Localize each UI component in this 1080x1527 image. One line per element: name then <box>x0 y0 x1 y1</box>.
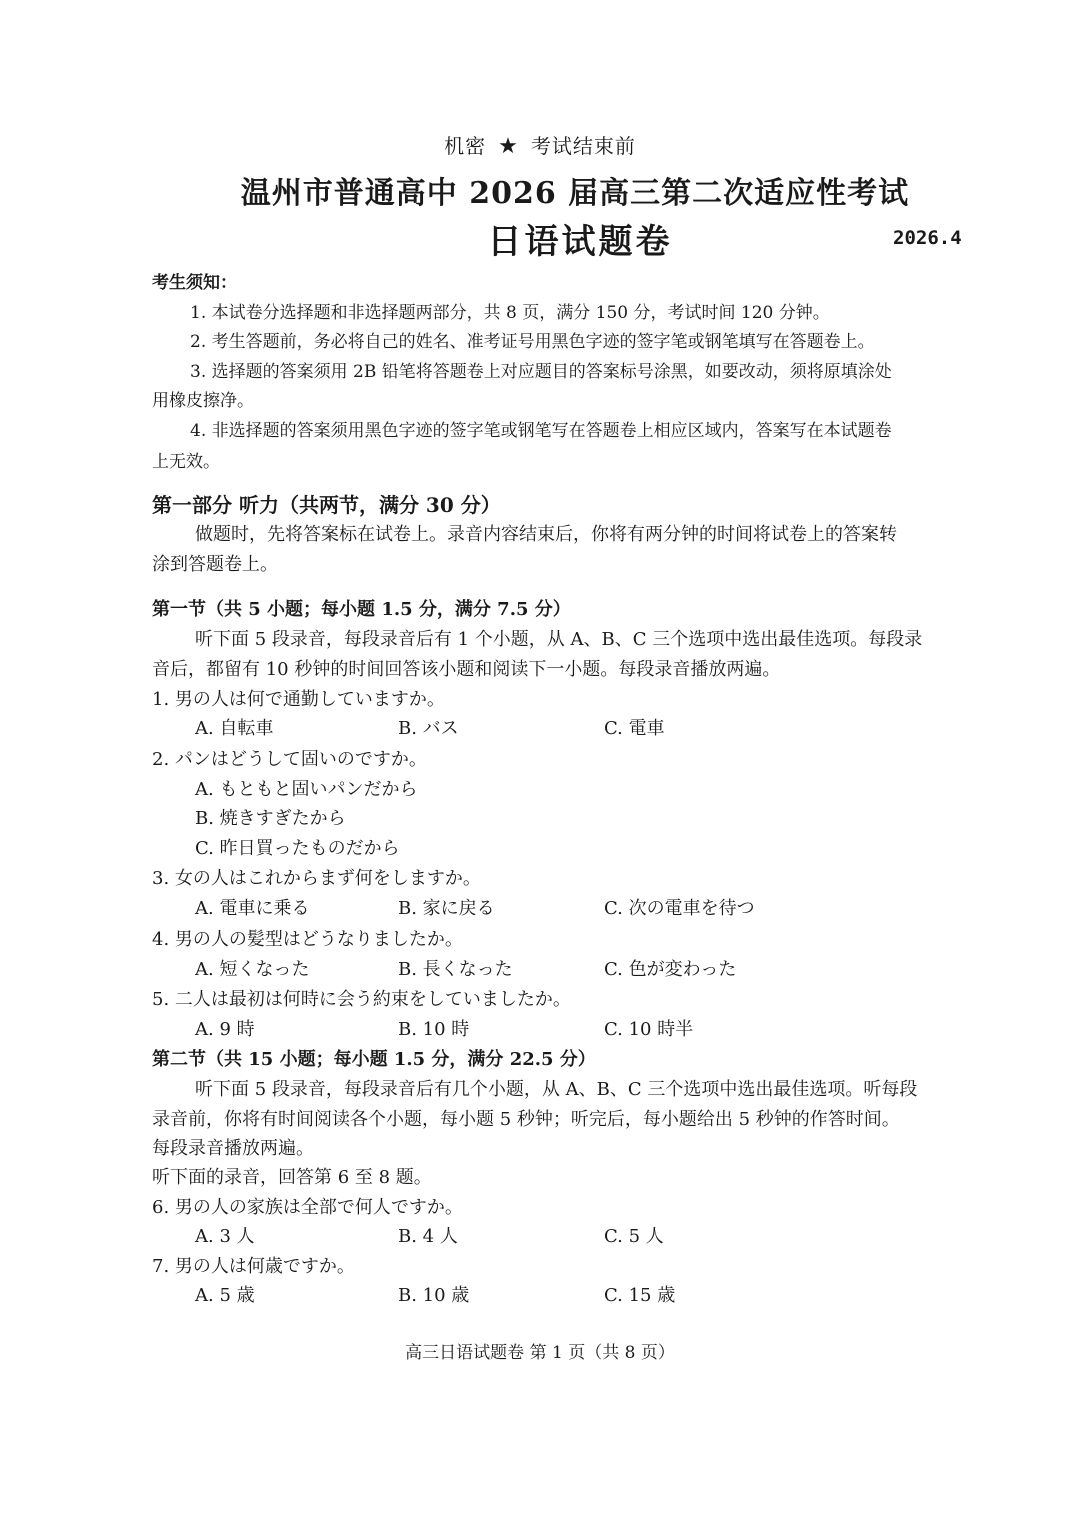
q3-option-a: A. 電車に乗る <box>195 898 310 919</box>
confidential-right: 考试结束前 <box>530 134 636 158</box>
part1-intro-line-2: 涂到答题卷上。 <box>152 554 278 575</box>
part1-heading: 第一部分 听力（共两节，满分 30 分） <box>152 493 501 517</box>
question-6: 6. 男の人の家族は全部で何人ですか。 <box>152 1197 463 1218</box>
star-icon: ★ <box>498 134 519 159</box>
q2-option-a: A. もともと固いパンだから <box>195 779 418 800</box>
q6-option-c: C. 5 人 <box>604 1226 664 1247</box>
section1-intro-line-1: 听下面 5 段录音，每段录音后有 1 个小题，从 A、B、C 三个选项中选出最佳选项。每段录 <box>195 629 923 650</box>
exam-date: 2026.4 <box>893 227 962 249</box>
q2-option-b: B. 焼きすぎたから <box>195 808 346 829</box>
confidential-left: 机密 <box>444 134 487 158</box>
question-4: 4. 男の人の髪型はどうなりましたか。 <box>152 929 463 950</box>
q4-option-a: A. 短くなった <box>195 959 310 980</box>
question-3: 3. 女の人はこれからまず何をしますか。 <box>152 868 481 889</box>
q6-option-b: B. 4 人 <box>398 1226 458 1247</box>
notice-item-3: 3. 选择题的答案须用 2B 铅笔将答题卷上对应题目的答案标号涂黑，如要改动，须将原填涂处 <box>190 362 892 382</box>
q6-option-a: A. 3 人 <box>195 1226 255 1247</box>
section1-intro-line-2: 音后，都留有 10 秒钟的时间回答该小题和阅读下一小题。每段录音播放两遍。 <box>152 659 781 680</box>
question-1: 1. 男の人は何で通勤していますか。 <box>152 689 445 710</box>
exam-subtitle: 日语试题卷 <box>487 222 673 262</box>
q2-option-c: C. 昨日買ったものだから <box>195 838 400 859</box>
part1-intro-line-1: 做题时，先将答案标在试卷上。录音内容结束后，你将有两分钟的时间将试卷上的答案转 <box>195 524 897 545</box>
q3-option-c: C. 次の電車を待つ <box>604 898 755 919</box>
q4-option-b: B. 長くなった <box>398 959 513 980</box>
question-5: 5. 二人は最初は何時に会う約束をしていましたか。 <box>152 989 571 1010</box>
confidential-label <box>0 130 1080 159</box>
q1-option-c: C. 電車 <box>604 718 665 739</box>
q5-option-a: A. 9 時 <box>195 1019 255 1040</box>
notice-item-4-cont: 上无效。 <box>152 452 220 472</box>
q7-option-a: A. 5 歳 <box>195 1285 255 1306</box>
q5-option-b: B. 10 時 <box>398 1019 470 1040</box>
question-2: 2. パンはどうして固いのですか。 <box>152 749 427 770</box>
notice-heading: 考生须知： <box>152 273 237 293</box>
section2-intro-line-1: 听下面 5 段录音，每段录音后有几个小题，从 A、B、C 三个选项中选出最佳选项。听每段 <box>195 1079 918 1100</box>
notice-item-3-cont: 用橡皮擦净。 <box>152 391 254 411</box>
q5-option-c: C. 10 時半 <box>604 1019 694 1040</box>
q4-option-c: C. 色が変わった <box>604 959 737 980</box>
section2-instruction: 听下面的录音，回答第 6 至 8 题。 <box>152 1167 432 1188</box>
page-footer: 高三日语试题卷 第 1 页（共 8 页） <box>405 1343 675 1363</box>
q1-option-b: B. バス <box>398 718 459 739</box>
section2-heading: 第二节（共 15 小题；每小题 1.5 分，满分 22.5 分） <box>152 1049 596 1070</box>
q3-option-b: B. 家に戻る <box>398 898 495 919</box>
notice-item-2: 2. 考生答题前，务必将自己的姓名、准考证号用黑色字迹的签字笔或钢笔填写在答题卷上。 <box>190 332 875 352</box>
question-7: 7. 男の人は何歳ですか。 <box>152 1256 355 1277</box>
exam-title: 温州市普通高中 2026 届高三第二次适应性考试 <box>240 176 910 211</box>
section2-intro-line-3: 每段录音播放两遍。 <box>152 1138 314 1159</box>
section1-heading: 第一节（共 5 小题；每小题 1.5 分，满分 7.5 分） <box>152 599 571 620</box>
notice-item-4: 4. 非选择题的答案须用黑色字迹的签字笔或钢笔写在答题卷上相应区域内，答案写在本试题卷 <box>190 421 892 441</box>
q7-option-b: B. 10 歳 <box>398 1285 470 1306</box>
q7-option-c: C. 15 歳 <box>604 1285 676 1306</box>
q1-option-a: A. 自転車 <box>195 718 274 739</box>
notice-item-1: 1. 本试卷分选择题和非选择题两部分，共 8 页，满分 150 分，考试时间 120 分钟。 <box>190 303 830 323</box>
section2-intro-line-2: 录音前，你将有时间阅读各个小题，每小题 5 秒钟；听完后，每小题给出 5 秒钟的作答时间。 <box>152 1109 900 1130</box>
